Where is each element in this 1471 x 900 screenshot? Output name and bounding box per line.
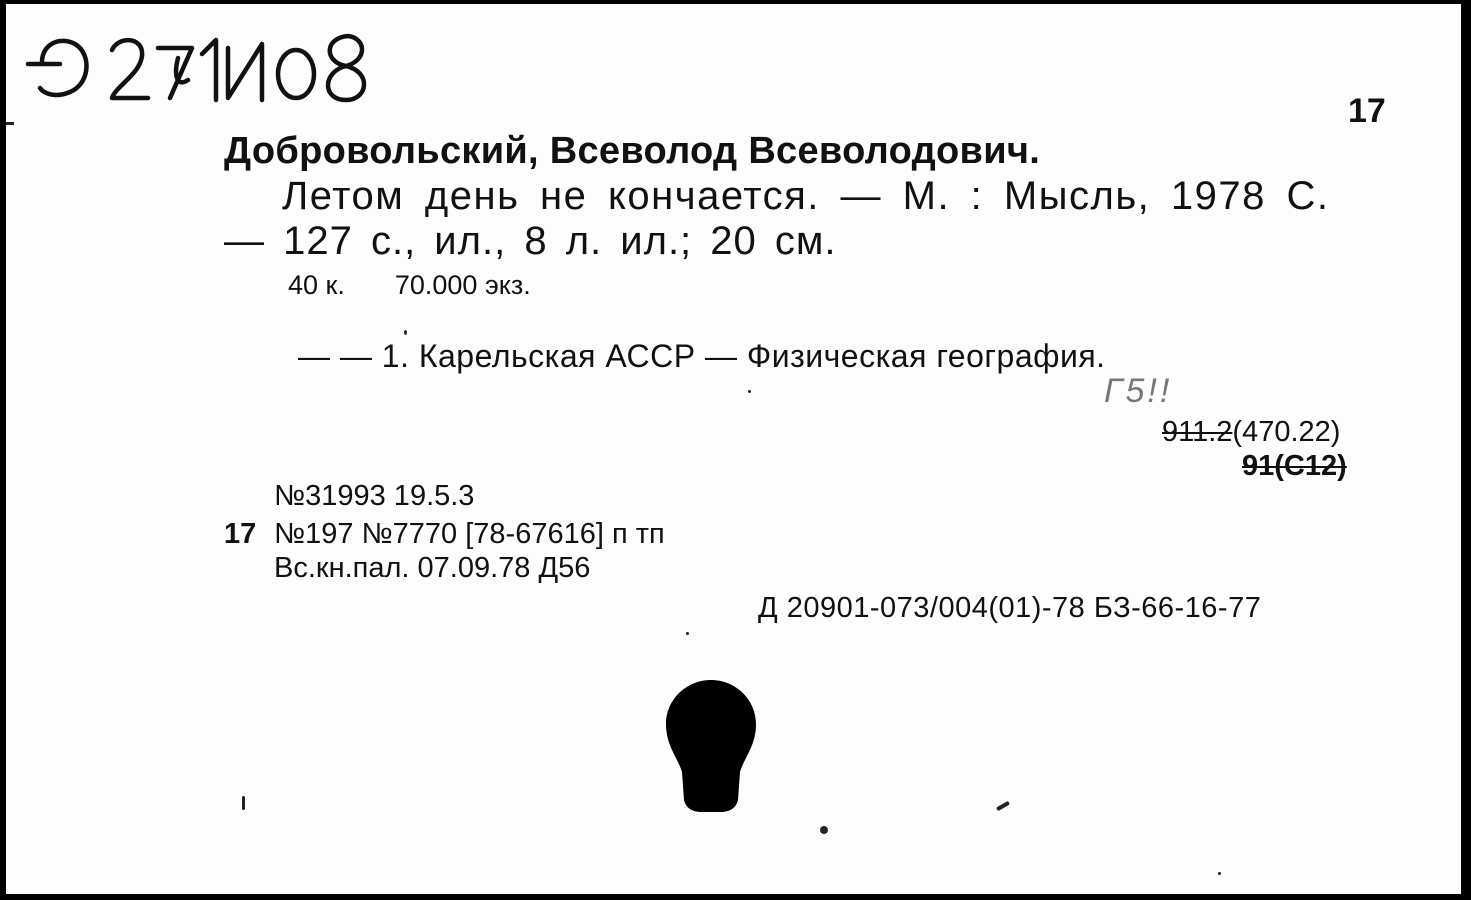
index-line: Д 20901-073/004(01)-78 БЗ-66-16-77 [758, 592, 1262, 624]
handwritten-class-mark: Г5!! [1104, 372, 1173, 410]
print-run: 70.000 экз. [394, 270, 531, 300]
dust-speck [748, 390, 751, 393]
edge-mark [6, 122, 14, 125]
classification-struck-code-2: 91(С12) [1242, 450, 1347, 482]
dust-speck [404, 330, 407, 335]
handwritten-call-number [20, 14, 380, 114]
price-and-print-run [288, 270, 531, 301]
dust-speck [820, 826, 828, 834]
card-number: 17 [1348, 92, 1386, 130]
classification-line-2 [1242, 450, 1347, 483]
dust-speck [996, 801, 1010, 811]
registry-line-2 [224, 518, 665, 551]
price: 40 к. [288, 270, 345, 300]
classification-code: (470.22) [1232, 416, 1341, 448]
registry-line-3: Вс.кн.пал. 07.09.78 Д56 [274, 552, 591, 584]
classification-line-1 [1162, 416, 1340, 449]
classification-struck-code: 911.2 [1162, 416, 1233, 448]
registry-line-2-prefix: 17 [224, 518, 257, 550]
title-description-line-1: Летом день не кончается. — М. : Мысль, 1978 С. [282, 174, 1330, 218]
registry-line-1: №31993 19.5.3 [274, 480, 475, 512]
title-description-line-2: — 127 с., ил., 8 л. ил.; 20 см. [224, 219, 837, 263]
author-heading: Добровольский, Всеволод Всеволодович. [224, 130, 1041, 172]
registry-line-2-text: №197 №7770 [78-67616] п тп [274, 518, 665, 550]
dust-speck [242, 796, 245, 810]
dust-speck [686, 632, 689, 635]
subject-heading: — — 1. Карельская АССР — Физическая география. [298, 338, 1106, 374]
catalog-card [6, 4, 1461, 894]
dust-speck [1218, 872, 1221, 875]
punch-hole [656, 676, 766, 821]
